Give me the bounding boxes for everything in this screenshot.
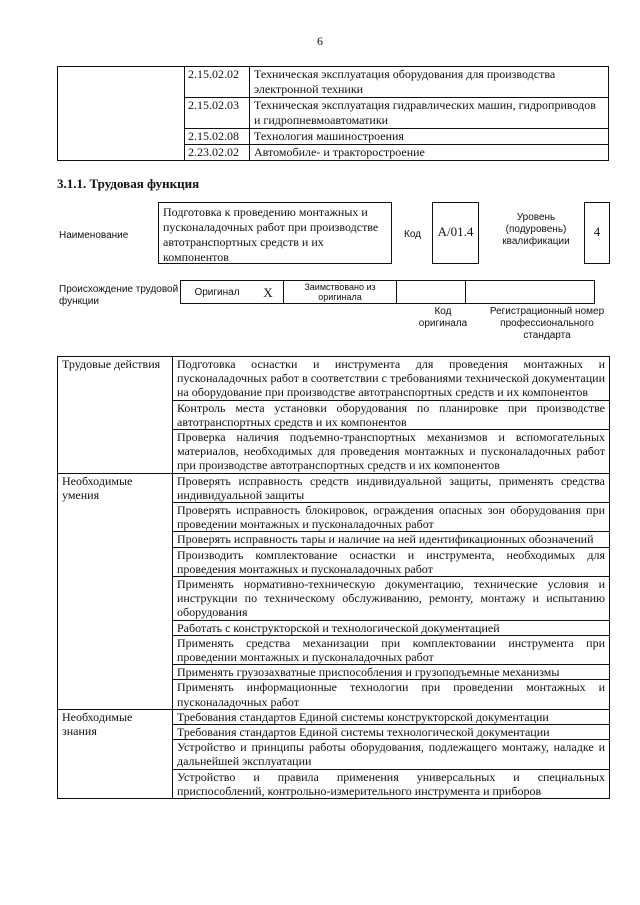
table-row	[58, 473, 610, 502]
level-label: Уровень (подуровень) квалификации	[502, 212, 570, 247]
item-cell: Работать с конструкторской и технологической документацией	[173, 620, 610, 635]
category-cell: Трудовые действия	[58, 357, 173, 474]
item-cell: Применять информационные технологии при проведении монтажных и пусконаладочных работ	[173, 680, 610, 709]
item-cell: Проверять исправность средств индивидуальной защиты, применять средства индивидуальной защиты	[173, 473, 610, 502]
code-cell: 2.15.02.08	[185, 129, 250, 145]
page-number: 6	[317, 34, 323, 48]
original-label: Оригинал	[181, 281, 254, 304]
item-cell: Проверка наличия подъемно-транспортных механизмов и вспомогательных материалов, необходимых для проведения монтажных и пусконаладочных работ при производстве автотранспортных средств и их компонентов	[173, 430, 610, 474]
function-code-value: A/01.4	[432, 202, 479, 264]
function-details-table	[57, 356, 610, 799]
original-mark: X	[253, 281, 284, 304]
category-cell: Необходимые умения	[58, 473, 173, 709]
title-cell: Техническая эксплуатация гидравлических машин, гидроприводов и гидропневмоавтоматики	[250, 98, 609, 129]
code-cell: 2.15.02.02	[185, 67, 250, 98]
table-row	[58, 67, 609, 98]
item-cell: Устройство и правила применения универсальных и специальных приспособлений, контрольно-измерительного инструмента и приборов	[173, 769, 610, 798]
original-code-cell	[397, 281, 466, 304]
origin-table	[180, 280, 595, 304]
borrowed-label: Заимствовано из оригинала	[284, 281, 397, 304]
reg-number-cell	[466, 281, 595, 304]
item-cell: Применять грузозахватные приспособления и грузоподъемные механизмы	[173, 665, 610, 680]
item-cell: Применять нормативно-техническую документацию, технические условия и инструкции по техническому обслуживанию, ремонту, монтажу и испытанию оборудования	[173, 577, 610, 621]
code-cell: 2.15.02.03	[185, 98, 250, 129]
table-row	[58, 709, 610, 724]
section-title: 3.1.1. Трудовая функция	[57, 176, 200, 191]
title-cell: Автомобиле- и тракторостроение	[250, 145, 609, 161]
table-row	[58, 357, 610, 401]
item-cell: Требования стандартов Единой системы технологической документации	[173, 725, 610, 740]
level-value: 4	[584, 202, 610, 264]
education-codes-table	[57, 66, 609, 161]
item-cell: Производить комплектование оснастки и инструмента, необходимых для проведения монтажных и пусконаладочных работ	[173, 547, 610, 576]
item-cell: Проверять исправность блокировок, ограждения опасных зон оборудования при проведении монтажных и пусконаладочных работ	[173, 503, 610, 532]
origin-label: Происхождение трудовой функции	[59, 284, 179, 307]
function-name-value: Подготовка к проведению монтажных и пусконаладочных работ при производстве автотранспортных средств и их компонентов	[158, 202, 392, 264]
item-cell: Требования стандартов Единой системы конструкторской документации	[173, 709, 610, 724]
code-cell: 2.23.02.02	[185, 145, 250, 161]
item-cell: Подготовка оснастки и инструмента для проведения монтажных и пусконаладочных работ в соответствии с требованиями технической документации на оборудование при производстве автотранспортных средств и их компонентов	[173, 357, 610, 401]
item-cell: Проверять исправность тары и наличие на ней идентификационных обозначений	[173, 532, 610, 547]
table-row	[181, 281, 595, 304]
title-cell: Технология машиностроения	[250, 129, 609, 145]
item-cell: Контроль места установки оборудования по планировке при производстве автотранспортных средств и их компонентов	[173, 400, 610, 429]
blank-cell	[58, 67, 185, 161]
item-cell: Устройство и принципы работы оборудования, подлежащего монтажу, наладке и дальнейшей эксплуатации	[173, 740, 610, 769]
category-cell: Необходимые знания	[58, 709, 173, 798]
name-label: Наименование	[59, 230, 129, 241]
original-code-label: Код оригинала	[418, 306, 468, 329]
code-label: Код	[404, 229, 422, 240]
title-cell: Техническая эксплуатация оборудования для производства электронной техники	[250, 67, 609, 98]
reg-number-label: Регистрационный номер профессионального стандарта	[489, 306, 605, 341]
item-cell: Применять средства механизации при комплектовании инструмента при проведении монтажных и пусконаладочных работ	[173, 635, 610, 664]
